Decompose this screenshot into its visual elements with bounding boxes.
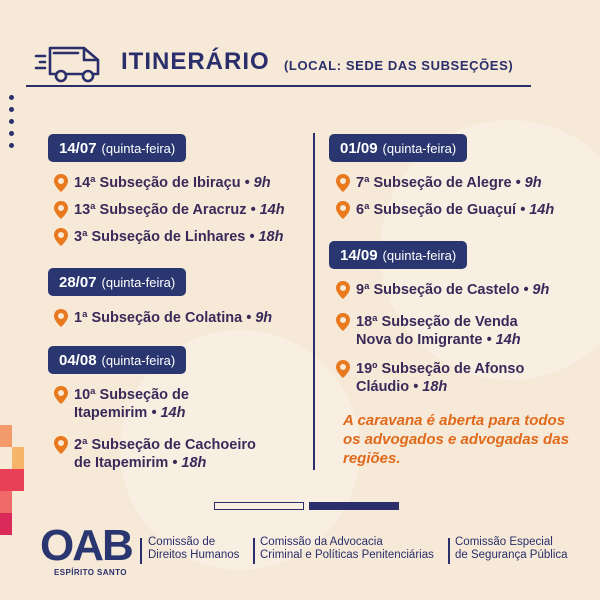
map-pin-icon — [336, 360, 350, 378]
stop-name-line1: 19º Subseção de Afonso — [356, 361, 525, 377]
stop-time: • 14h — [250, 202, 285, 218]
decor-square — [0, 469, 24, 491]
oab-section-label: ESPÍRITO SANTO — [54, 568, 127, 577]
list-item — [336, 174, 542, 192]
decor-bar-solid — [309, 502, 399, 510]
date: 28/07 — [59, 273, 97, 291]
weekday: (quinta-feira) — [382, 140, 457, 156]
commission-line2: de Segurança Pública — [455, 549, 568, 561]
list-item — [54, 228, 283, 246]
header-underline — [26, 85, 531, 87]
map-pin-icon — [54, 309, 68, 327]
stop-time: • 18h — [249, 229, 284, 245]
commission-criminal — [260, 536, 434, 562]
date-badge — [48, 346, 186, 374]
stop-name: 13ª Subseção de Aracruz — [74, 202, 247, 218]
decor-square — [0, 513, 12, 535]
date: 04/08 — [59, 351, 97, 369]
stop-time: • 14h — [151, 405, 186, 421]
commission-human-rights — [148, 536, 239, 562]
list-item — [54, 386, 189, 422]
map-pin-icon — [336, 313, 350, 331]
oab-logo — [40, 520, 132, 566]
stop-name-line1: 10ª Subseção de — [74, 387, 189, 403]
caravan-note: A caravana é aberta para todos os advogados e advogadas das regiões. — [343, 412, 569, 467]
map-pin-icon — [54, 436, 68, 454]
list-item — [54, 201, 285, 219]
weekday: (quinta-feira) — [101, 274, 176, 290]
weekday: (quinta-feira) — [382, 247, 457, 263]
commission-line1: Comissão de — [148, 536, 216, 548]
map-pin-icon — [336, 174, 350, 192]
stop-time: • 9h — [246, 310, 273, 326]
stop-name: 9ª Subseção de Castelo — [356, 282, 520, 298]
weekday: (quinta-feira) — [101, 140, 176, 156]
footer-separator — [448, 538, 450, 564]
list-item — [54, 174, 271, 192]
list-item — [54, 436, 256, 472]
date-badge — [329, 241, 467, 269]
header — [26, 38, 526, 88]
commission-line2: Criminal e Políticas Penitenciárias — [260, 549, 434, 561]
list-item — [336, 313, 521, 349]
stop-name: 14ª Subseção de Ibiraçu — [74, 175, 241, 191]
page-title: ITINERÁRIO — [121, 48, 270, 75]
stop-time: • 14h — [520, 202, 555, 218]
stop-time: • 18h — [172, 455, 207, 471]
date-badge — [48, 268, 186, 296]
footer — [40, 520, 580, 577]
commission-line2: Direitos Humanos — [148, 549, 240, 561]
list-item — [336, 360, 524, 396]
map-pin-icon — [336, 281, 350, 299]
date-badge — [48, 134, 186, 162]
stop-name-line1: 2ª Subseção de Cachoeiro — [74, 437, 256, 453]
date: 14/07 — [59, 139, 97, 157]
stop-time: • 14h — [486, 332, 521, 348]
map-pin-icon — [54, 386, 68, 404]
commission-line1: Comissão Especial — [455, 536, 553, 548]
decor-square — [12, 447, 24, 469]
stop-name: 3ª Subseção de Linhares — [74, 229, 246, 245]
map-pin-icon — [336, 201, 350, 219]
weekday: (quinta-feira) — [101, 352, 176, 368]
dot-decoration — [9, 95, 14, 155]
map-pin-icon — [54, 174, 68, 192]
footer-separator — [253, 538, 255, 564]
footer-separator — [140, 538, 142, 564]
stop-name-line1: 18ª Subseção de Venda — [356, 314, 518, 330]
date: 01/09 — [340, 139, 378, 157]
commission-security — [455, 536, 568, 562]
stop-time: • 18h — [413, 379, 448, 395]
van-icon — [34, 42, 106, 84]
list-item — [336, 281, 549, 299]
decor-square — [0, 425, 12, 447]
date: 14/09 — [340, 246, 378, 264]
date-badge — [329, 134, 467, 162]
stop-time: • 9h — [244, 175, 271, 191]
commission-line1: Comissão da Advocacia — [260, 536, 383, 548]
stop-name: 7ª Subseção de Alegre — [356, 175, 512, 191]
stop-name-line2: Itapemirim — [74, 405, 148, 421]
map-pin-icon — [54, 228, 68, 246]
decor-bar-outline — [214, 502, 304, 510]
column-divider — [313, 133, 315, 470]
stop-name: 6ª Subseção de Guaçuí — [356, 202, 517, 218]
stop-name-line2: de Itapemirim — [74, 455, 169, 471]
stop-time: • 9h — [523, 282, 550, 298]
decor-square — [0, 491, 12, 513]
map-pin-icon — [54, 201, 68, 219]
stop-name: 1ª Subseção de Colatina — [74, 310, 243, 326]
list-item — [336, 201, 554, 219]
oab-logo-text: OAB — [40, 521, 132, 566]
list-item — [54, 309, 272, 327]
page-subtitle: (LOCAL: SEDE DAS SUBSEÇÕES) — [284, 58, 514, 73]
stop-time: • 9h — [515, 175, 542, 191]
stop-name-line2: Nova do Imigrante — [356, 332, 483, 348]
stop-name-line2: Cláudio — [356, 379, 410, 395]
